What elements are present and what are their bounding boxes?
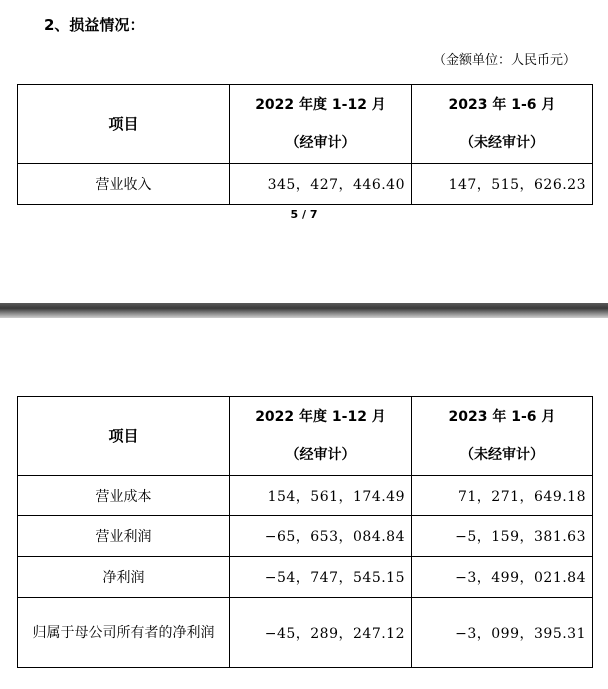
row-value-2022: −65，653，084.84	[230, 516, 412, 557]
row-value-2022: −54，747，545.15	[230, 557, 412, 598]
table-header-row	[18, 397, 593, 476]
page-separator	[0, 303, 608, 318]
row-label: 净利润	[18, 557, 230, 598]
page-number: 5 / 7	[290, 208, 318, 221]
table-row	[18, 598, 593, 668]
row-label: 营业成本	[18, 476, 230, 516]
table-header-row	[18, 85, 593, 164]
document-page-1	[0, 0, 608, 303]
row-label: 营业收入	[18, 164, 230, 205]
row-value-2022: 154，561，174.49	[230, 476, 412, 516]
header-item: 项目	[18, 85, 230, 164]
row-value-2023: −3，499，021.84	[412, 557, 593, 598]
header-2023-audit: （未经审计）	[460, 135, 544, 151]
document-page-2	[0, 318, 608, 689]
header-2023-period: 2023 年 1-6 月	[448, 97, 556, 113]
row-value-2023: 71，271，649.18	[412, 476, 593, 516]
row-value-2022: −45，289，247.12	[230, 598, 412, 668]
unit-note: （金额单位：人民币元）	[432, 53, 576, 68]
header-2022-period: 2022 年度 1-12 月	[255, 97, 386, 113]
header-item: 项目	[18, 397, 230, 476]
header-2023	[412, 85, 593, 164]
income-table-part-1	[17, 84, 593, 205]
row-value-2023: 147，515，626.23	[412, 164, 593, 205]
income-table-part-2	[17, 396, 593, 668]
header-2022-audit: （经审计）	[285, 135, 356, 151]
header-2022-audit: （经审计）	[285, 447, 356, 463]
header-2023-audit: （未经审计）	[460, 447, 544, 463]
header-2022	[230, 397, 412, 476]
table-row	[18, 516, 593, 557]
row-value-2022: 345，427，446.40	[230, 164, 412, 205]
header-2022-period: 2022 年度 1-12 月	[255, 409, 386, 425]
row-label: 归属于母公司所有者的净利润	[18, 598, 230, 668]
row-value-2023: −3，099，395.31	[412, 598, 593, 668]
section-title: 2、损益情况：	[44, 16, 145, 34]
table-row	[18, 557, 593, 598]
header-2023	[412, 397, 593, 476]
header-2023-period: 2023 年 1-6 月	[448, 409, 556, 425]
row-label: 营业利润	[18, 516, 230, 557]
header-2022	[230, 85, 412, 164]
row-value-2023: −5，159，381.63	[412, 516, 593, 557]
table-row	[18, 164, 593, 205]
table-row	[18, 476, 593, 516]
